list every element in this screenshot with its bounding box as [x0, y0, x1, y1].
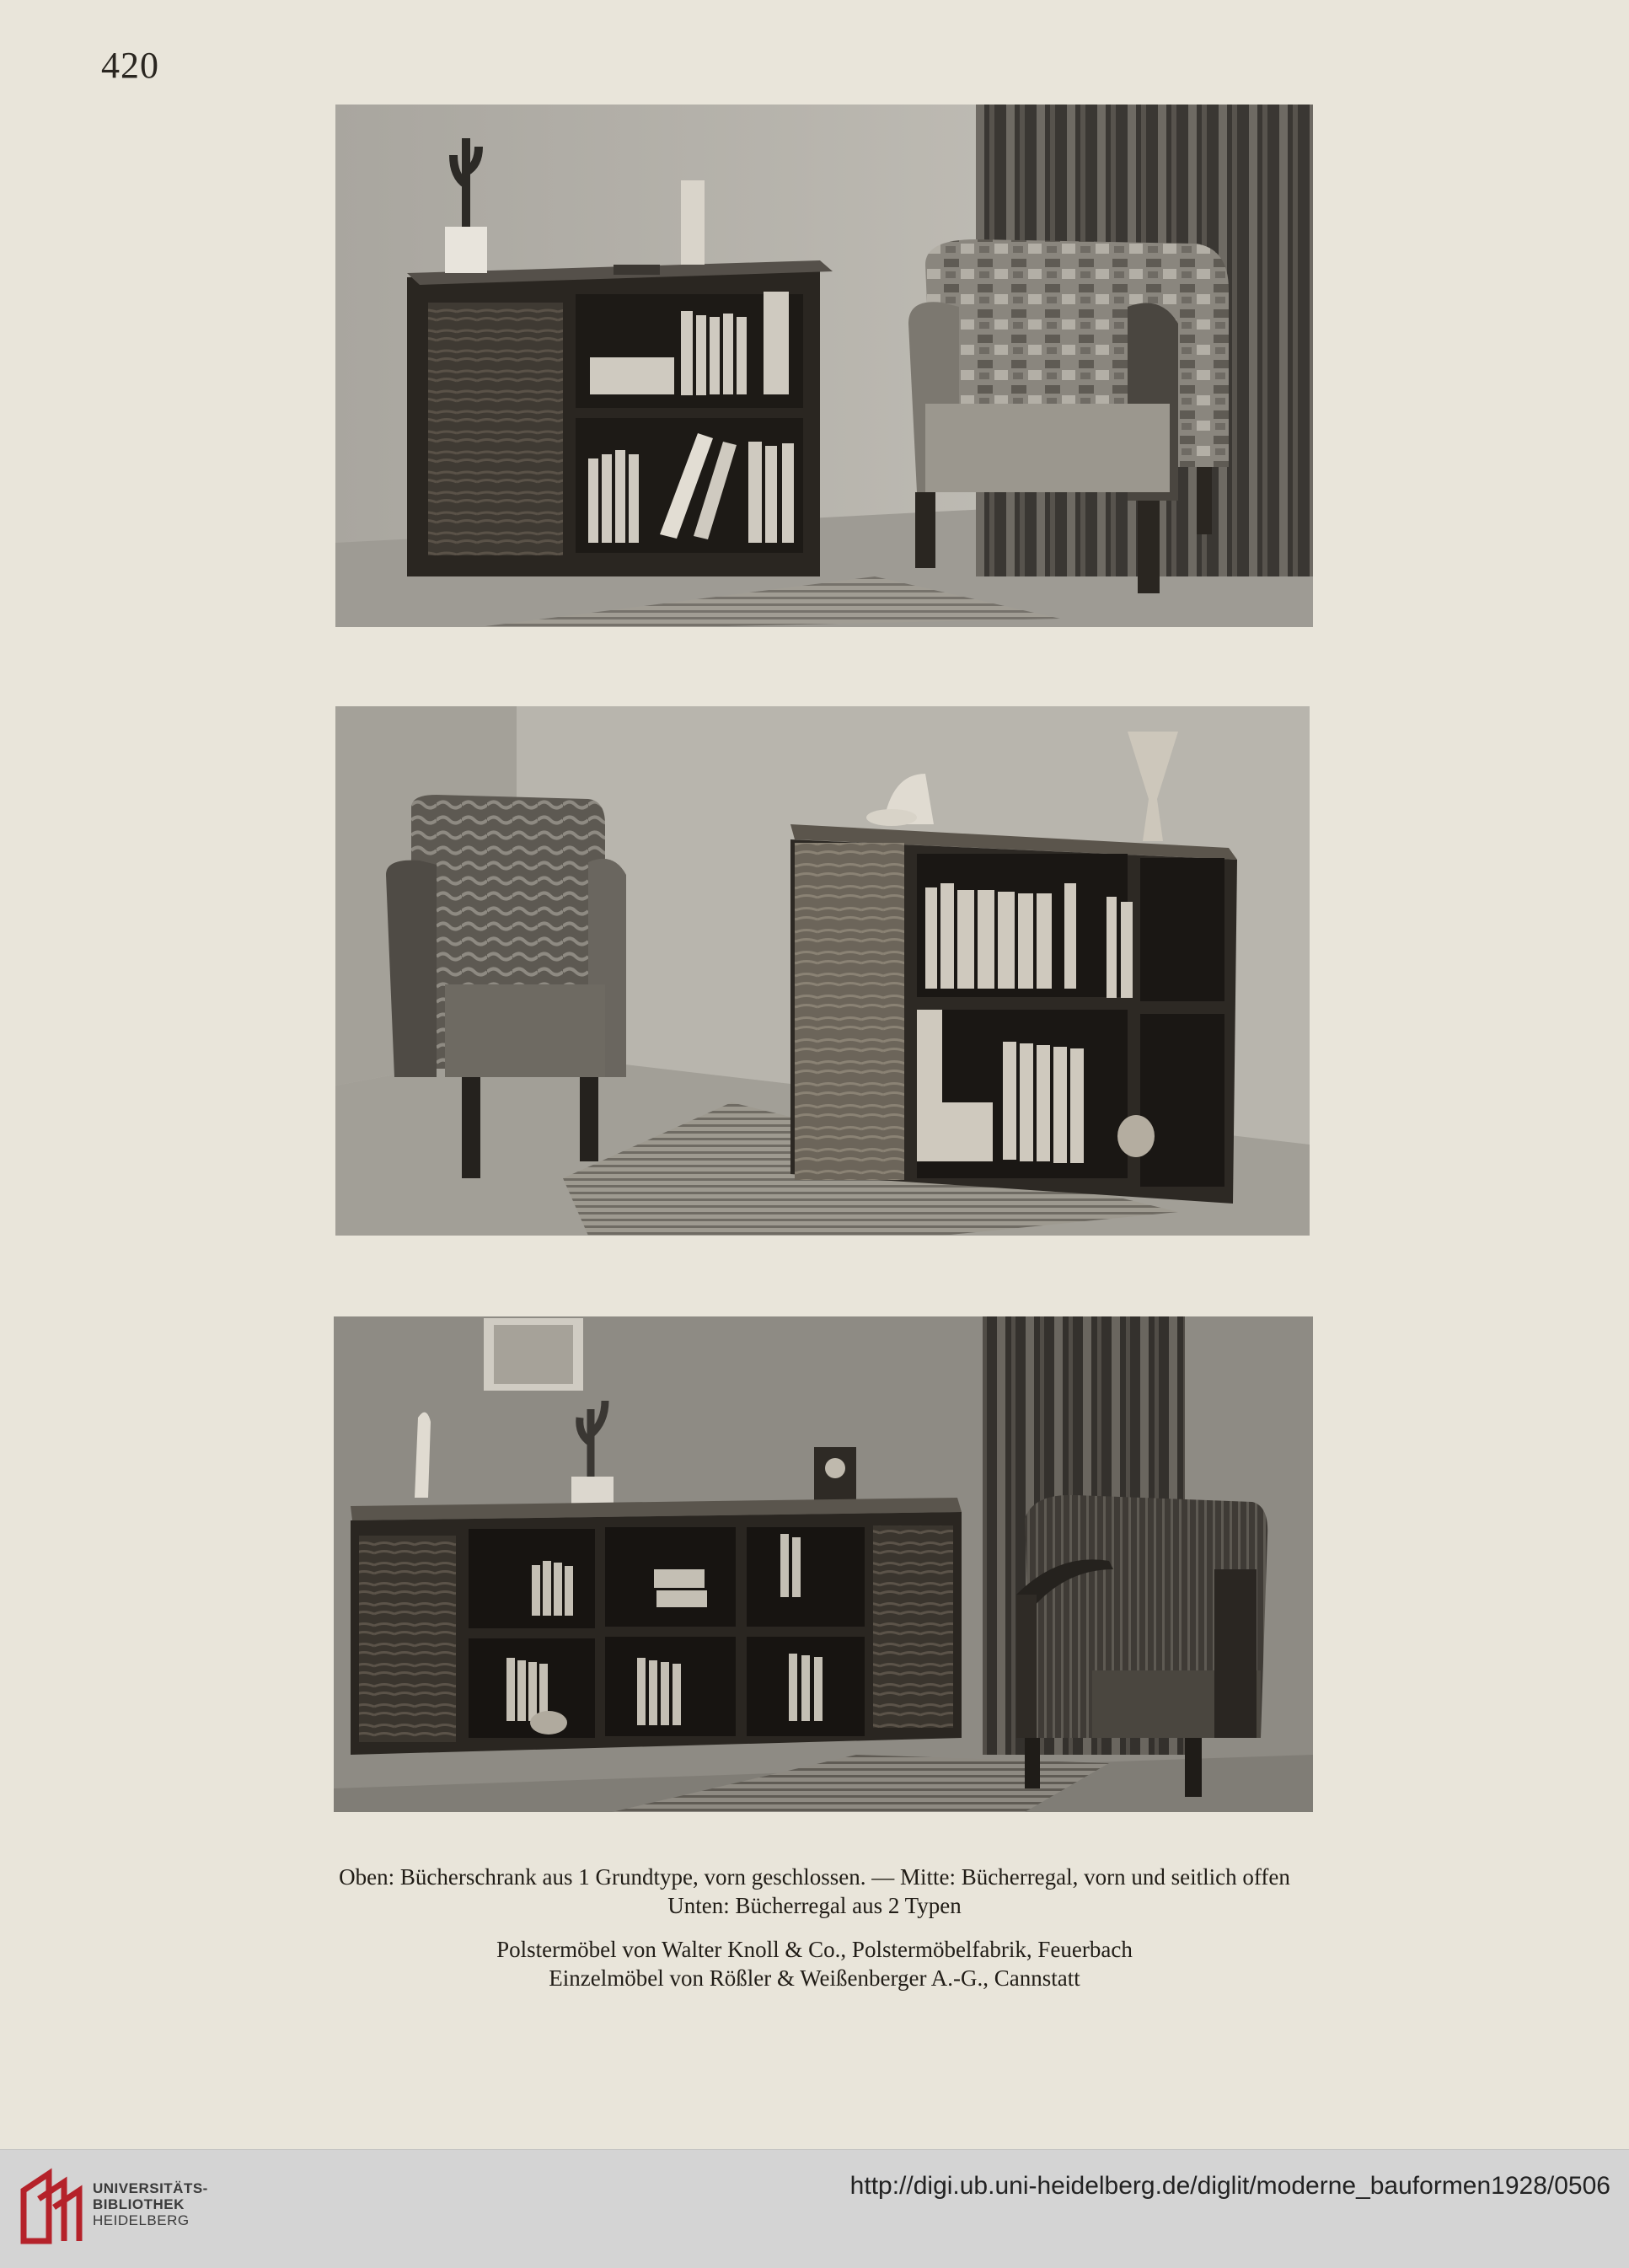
institution-line-1: UNIVERSITÄTS-: [93, 2180, 208, 2196]
photo-middle-image: [335, 706, 1310, 1236]
page-number: 420: [101, 45, 159, 86]
footer-bar: [0, 2149, 1629, 2268]
photo-bottom-image: [334, 1316, 1313, 1812]
caption-credits: [0, 1935, 1629, 1992]
photo-bottom: [334, 1316, 1313, 1812]
caption-main: [0, 1863, 1629, 1920]
photo-top: [335, 105, 1313, 627]
credit-line-2: Einzelmöbel von Rößler & Weißenberger A.-G., Cannstatt: [549, 1965, 1080, 1991]
library-logo-icon[interactable]: [15, 2165, 91, 2249]
institution-name: [93, 2180, 208, 2228]
source-url-link[interactable]: http://digi.ub.uni-heidelberg.de/diglit/moderne_bauformen1928/0506: [849, 2172, 1610, 2200]
caption-line-1: Oben: Bücherschrank aus 1 Grundtype, vorn geschlossen. — Mitte: Bücherregal, vorn und seitlich offen: [339, 1864, 1290, 1890]
credit-line-1: Polstermöbel von Walter Knoll & Co., Polstermöbelfabrik, Feuerbach: [496, 1937, 1133, 1962]
photo-middle: [335, 706, 1310, 1236]
photo-top-image: [335, 105, 1313, 627]
caption-line-2: Unten: Bücherregal aus 2 Typen: [667, 1893, 962, 1918]
institution-line-3: HEIDELBERG: [93, 2212, 190, 2228]
institution-line-2: BIBLIOTHEK: [93, 2196, 185, 2212]
